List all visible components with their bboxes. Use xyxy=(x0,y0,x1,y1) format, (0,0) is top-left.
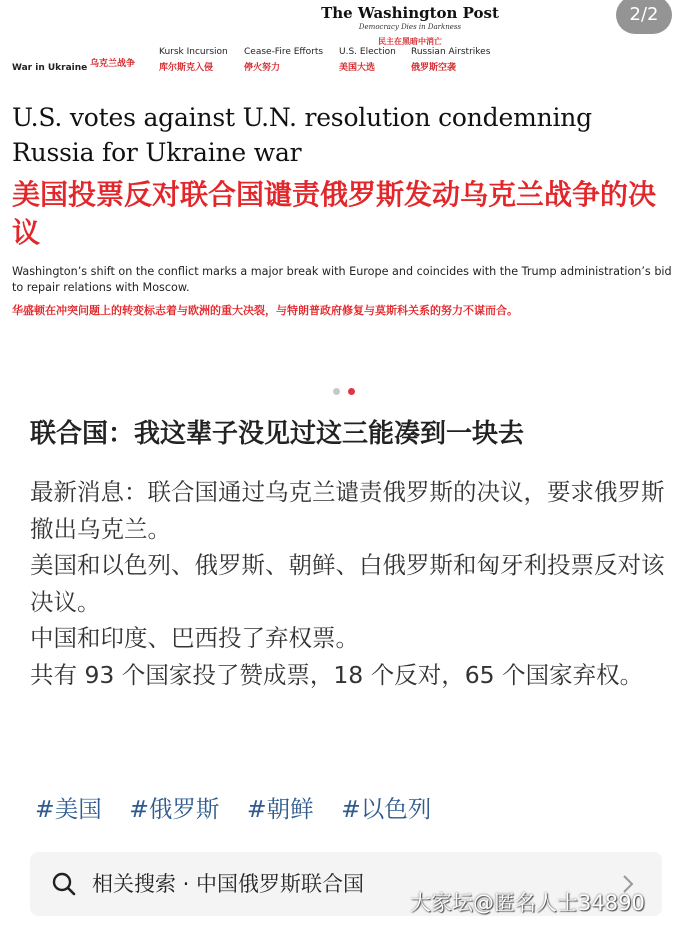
search-icon xyxy=(52,872,76,900)
masthead-tagline-translation: 民主在黑暗中消亡 xyxy=(378,37,442,46)
post-title: 联合国：我这辈子没见过这三能凑到一块去 xyxy=(30,419,525,449)
nav-label-en: Russian Airstrikes xyxy=(411,47,491,57)
hashtag-list xyxy=(35,791,451,827)
hashtag-north-korea[interactable]: #朝鲜 xyxy=(246,795,314,823)
nav-label-en: Cease-Fire Efforts xyxy=(244,47,324,57)
nav-label-cn: 美国大选 xyxy=(339,63,376,73)
nav-item-war-in-ukraine xyxy=(12,55,87,74)
article-headline-translation: 美国投票反对联合国谴责俄罗斯发动乌克兰战争的决议 xyxy=(12,178,657,249)
post-paragraph: 美国和以色列、俄罗斯、朝鲜、白俄罗斯和匈牙利投票反对该决议。 xyxy=(30,551,665,616)
newspaper-masthead: The Washington Post xyxy=(321,4,499,22)
article-subheadline: Washington’s shift on the conflict marks a major break with Europe and coincides with the Trump administration’s bid to repair relations with Moscow. xyxy=(12,265,672,294)
nav-label-en: War in Ukraine xyxy=(12,63,88,73)
image-counter-badge: 2/2 xyxy=(616,0,672,34)
masthead-tagline: Democracy Dies in Darkness xyxy=(358,23,462,31)
carousel-dot-2-active[interactable] xyxy=(348,388,355,395)
nav-item-russian-airstrikes xyxy=(411,47,490,73)
carousel-dot-1[interactable] xyxy=(333,388,340,395)
article-screenshot[interactable] xyxy=(0,0,690,362)
nav-label-cn: 俄罗斯空袭 xyxy=(411,63,457,73)
nav-label-cn: 库尔斯克入侵 xyxy=(159,63,214,73)
post-paragraph: 中国和印度、巴西投了弃权票。 xyxy=(30,624,359,652)
nav-label-cn: 停火努力 xyxy=(244,63,281,73)
post-paragraph: 共有 93 个国家投了赞成票，18 个反对，65 个国家弃权。 xyxy=(30,660,644,689)
post-paragraph: 最新消息：联合国通过乌克兰谴责俄罗斯的决议，要求俄罗斯撤出乌克兰。 xyxy=(30,478,665,543)
hashtag-russia[interactable]: #俄罗斯 xyxy=(129,795,220,823)
hashtag-israel[interactable]: #以色列 xyxy=(341,795,432,823)
watermark: 大家坛@匿名人士34890 xyxy=(410,891,645,915)
nav-item-kursk-incursion xyxy=(159,47,228,73)
nav-item-us-election xyxy=(339,47,396,73)
nav-item-cease-fire xyxy=(244,47,323,73)
article-headline: U.S. votes against U.N. resolution condemning Russia for Ukraine war xyxy=(12,103,592,167)
carousel-indicator xyxy=(329,380,359,399)
post-body xyxy=(30,474,670,693)
hashtag-usa[interactable]: #美国 xyxy=(35,795,102,823)
nav-label-cn: 乌克兰战争 xyxy=(90,59,136,69)
nav-label-en: Kursk Incursion xyxy=(159,47,228,57)
related-search-label: 相关搜索 · 中国俄罗斯联合国 xyxy=(92,872,365,896)
article-subheadline-translation: 华盛顿在冲突问题上的转变标志着与欧洲的重大决裂，与特朗普政府修复与莫斯科关系的努力不谋而合。 xyxy=(12,304,518,317)
nav-label-en: U.S. Election xyxy=(339,47,396,57)
